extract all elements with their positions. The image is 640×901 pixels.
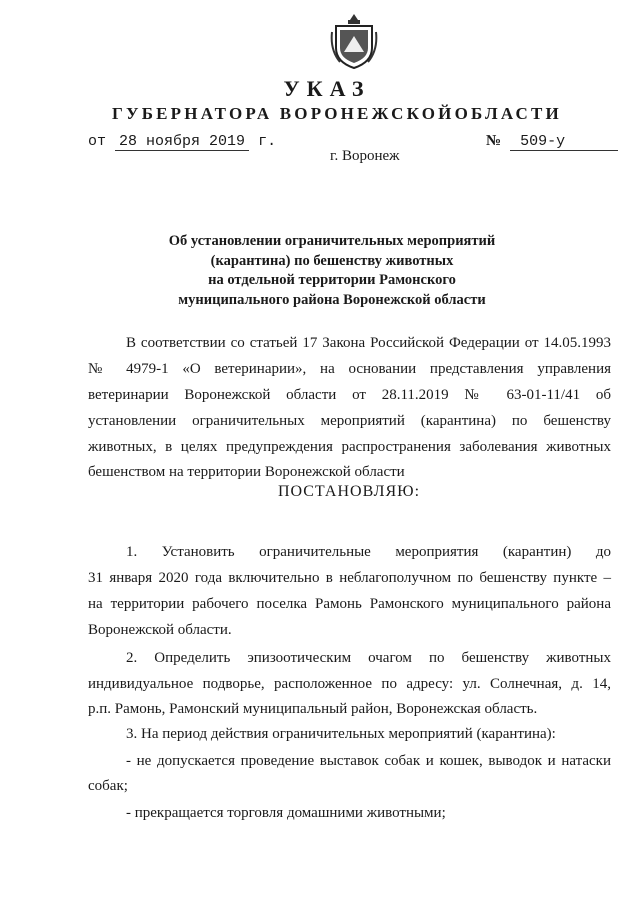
decree-word: ПОСТАНОВЛЯЮ: [277, 483, 421, 500]
preamble-line: животных, в целях предупреждения распространения заболевания животных [88, 439, 611, 455]
document-title: УКАЗ [283, 76, 371, 101]
item-1-line: Воронежской области. [88, 622, 232, 638]
preamble-line: установлении ограничительных мероприятий (карантина) по бешенству [88, 413, 611, 429]
date-suffix: г. [258, 133, 277, 150]
subject-line: Об установлении ограничительных мероприятий [168, 233, 496, 249]
subject-line: (карантина) по бешенству животных [210, 252, 454, 269]
city-line: г. Воронеж [330, 148, 400, 164]
preamble-line: № 4979-1 «О ветеринарии», на основании представления управления [88, 361, 611, 377]
item-3-line: - прекращается торговля домашними животными; [126, 805, 446, 821]
number-value: 509-у [510, 133, 618, 151]
subject-line: муниципального района Воронежской области [178, 291, 486, 308]
item-2-line: 2. Определить эпизоотическим очагом по бешенству животных [126, 650, 611, 666]
item-3-line: - не допускается проведение выставок собак и кошек, выводок и натаски [126, 753, 611, 769]
item-1-line: на территории рабочего поселка Рамонь Рамонского муниципального района [88, 596, 611, 612]
item-3-line: собак; [88, 778, 128, 794]
preamble-line: бешенством на территории Воронежской области [88, 464, 405, 480]
item-1-line: 31 января 2020 года включительно в неблагополучном по бешенству пункте – [88, 570, 611, 586]
item-1-line: 1. Установить ограничительные мероприятия (карантин) до [126, 544, 611, 560]
coat-of-arms-icon [330, 12, 378, 72]
subject-line: на отдельной территории Рамонского [208, 272, 456, 288]
item-2-line: р.п. Рамонь, Рамонский муниципальный район, Воронежская область. [88, 701, 538, 717]
document-subtitle: ГУБЕРНАТОРА ВОРОНЕЖСКОЙОБЛАСТИ [112, 104, 562, 123]
preamble-line: ветеринарии Воронежской области от 28.11.2019 № 63-01-11/41 об [88, 387, 611, 403]
decree-subject [0, 232, 640, 310]
date-value: 28 ноября 2019 [115, 133, 249, 151]
item-2-line: индивидуальное подворье, расположенное по адресу: ул. Солнечная, д. 14, [88, 676, 611, 692]
date-prefix: от [88, 133, 107, 150]
number-sign: № [486, 133, 502, 149]
number-line [486, 133, 618, 151]
preamble-line: В соответствии со статьей 17 Закона Российской Федерации от 14.05.1993 [126, 335, 611, 351]
item-3-line: 3. На период действия ограничительных мероприятий (карантина): [126, 726, 556, 742]
date-line [88, 133, 276, 151]
